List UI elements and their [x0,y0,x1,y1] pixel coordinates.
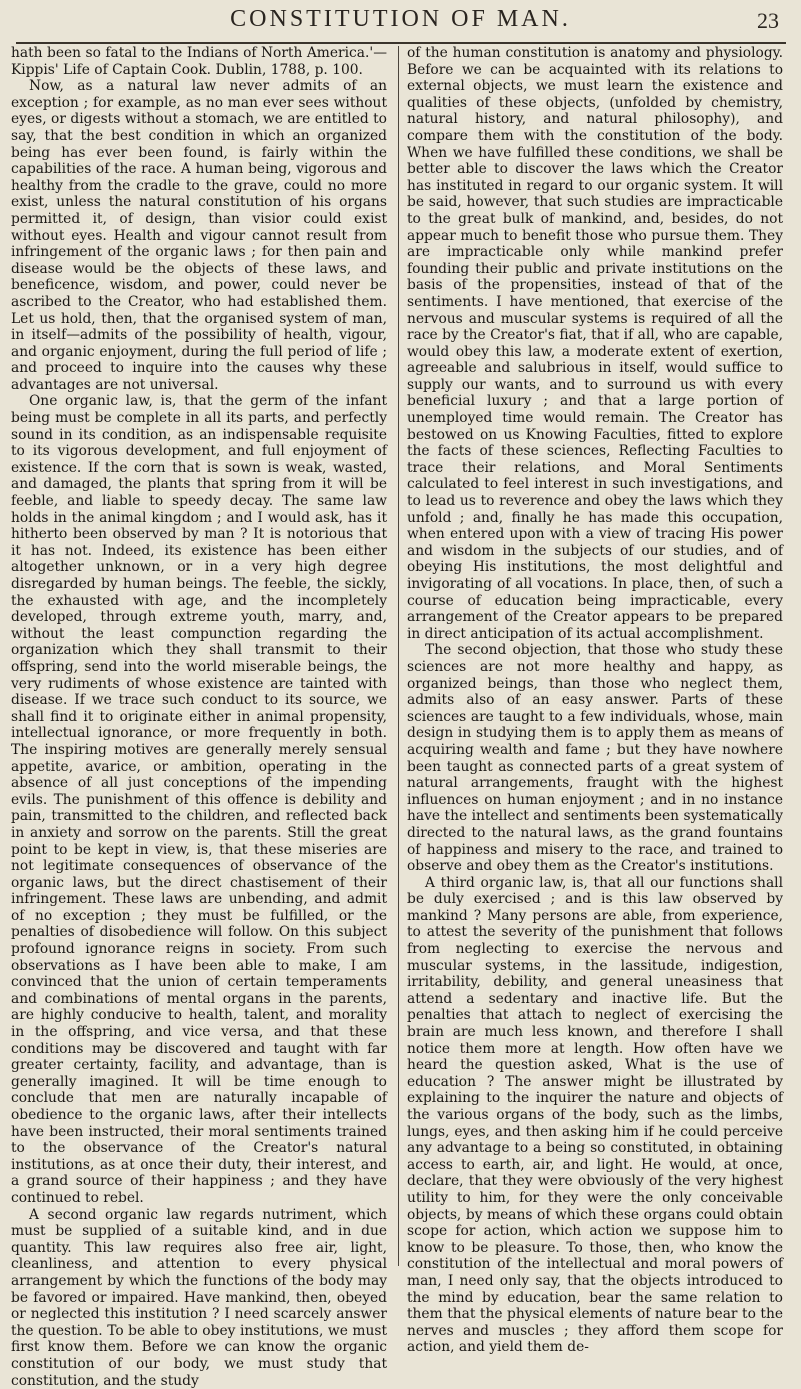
page-number: 23 [757,8,779,33]
paragraph: Now, as a natural law never admits of an exception ; for example, as no man ever sees without eyes, or digests without a stomach, we are entitled to say, that the best condition in which an organized being has ever been found, is fairly within the capabilities of the race. A human being, vigorous and healthy from the cradle to the grave, could no more exist, unless the natural constitution of his organs permitted it, of design, than visior could exist without eyes. Health and vigour cannot result from infringement of the organic laws ; for then pain and disease would be the objects of these laws, and beneficence, wisdom, and power, could never be ascribed to the Creator, who had established them. Let us hold, then, that the organised system of man, in itself—admits of the possibility of health, vigour, and organic enjoyment, during the full period of life ; and proceed to inquire into the causes why these advantages are not universal. [11,78,387,393]
left-column [11,45,387,1389]
column-divider [398,46,399,1266]
paragraph: A second organic law regards nutriment, which must be supplied of a suitable kind, and in due quantity. This law requires also free air, light, cleanliness, and attention to every physical arrangement by which the functions of the body may be favored or impaired. Have mankind, then, obeyed or neglected this institution ? I need scarcely answer the question. To be able to obey institutions, we must first know them. Before we can know the organic constitution of our body, we must study that constitution, and the study [11,1206,387,1389]
header-rule [16,42,786,44]
running-title: CONSTITUTION OF MAN. [230,6,571,32]
paragraph: of the human constitution is anatomy and physiology. Before we can be acquainted with its relations to external objects, we must learn the existence and qualities of these objects, (unfolded by chemistry, natural history, and natural philosophy), and compare them with the constitution of the body. When we have fulfilled these conditions, we shall be better able to discover the laws which the Creator has instituted in regard to our organic system. It will be said, however, that such studies are impracticable to the great bulk of mankind, and, besides, do not appear much to benefit those who pursue them. They are impracticable only while mankind prefer founding their public and private institutions on the basis of the propensities, instead of that of the sentiments. I have mentioned, that exercise of the nervous and muscular systems is required of all the race by the Creator's fiat, that if all, who are capable, would obey this law, a moderate extent of exertion, agreeable and salubrious in itself, would suffice to supply our wants, and to surround us with every beneficial luxury ; and that a large portion of unemployed time would remain. The Creator has bestowed on us Knowing Faculties, fitted to explore the facts of these sciences, Reflecting Faculties to trace their relations, and Moral Sentiments calculated to feel interest in such investigations, and to lead us to reverence and obey the laws which they unfold ; and, finally he has made this occupation, when entered upon with a view of tracing His power and wisdom in the subjects of our studies, and of obeying His institutions, the most delightful and invigorating of all vocations. In place, then, of such a course of education being impracticable, every arrangement of the Creator appears to be prepared in direct anticipation of its actual accomplishment. [407,45,783,642]
paragraph: A third organic law, is, that all our functions shall be duly exercised ; and is this law observed by mankind ? Many persons are able, from experience, to attest the severity of the punishment that follows from neglecting to exercise the nervous and muscular systems, in the lassitude, indigestion, irritability, debility, and general uneasiness that attend a sedentary and inactive life. But the penalties that attach to neglect of exercising the brain are much less known, and therefore I shall notice them more at length. How often have we heard the question asked, What is the use of education ? The answer might be illustrated by explaining to the inquirer the nature and objects of the various organs of the body, such as the limbs, lungs, eyes, and then asking him if he could perceive any advantage to a being so constituted, in obtaining access to earth, air, and light. He would, at once, declare, that they were obviously of the very highest utility to him, for they were the only conceivable objects, by means of which these organs could obtain scope for action, which action we suppose him to know to be pleasure. To those, then, who know the constitution of the intellectual and moral powers of man, I need only say, that the objects introduced to the mind by education, bear the same relation to them that the physical elements of nature bear to the nerves and muscles ; they afford them scope for action, and yield them de- [407,874,783,1356]
paragraph: hath been so fatal to the Indians of North America.'— Kippis' Life of Captain Cook. Dublin, 1788, p. 100. [11,45,387,78]
paragraph: One organic law, is, that the germ of the infant being must be complete in all its parts, and perfectly sound in its condition, as an indispensable requisite to its vigorous development, and full enjoyment of existence. If the corn that is sown is weak, wasted, and damaged, the plants that spring from it will be feeble, and liable to speedy decay. The same law holds in the animal kingdom ; and I would ask, has it hitherto been observed by man ? It is notorious that it has not. Indeed, its existence has been either altogether unknown, or in a very high degree disregarded by human beings. The feeble, the sickly, the exhausted with age, and the incompletely developed, through extreme youth, marry, and, without the least compunction regarding the organization which they shall transmit to their offspring, send into the world miserable beings, the very rudiments of whose existence are tainted with disease. If we trace such conduct to its source, we shall find it to originate either in animal propensity, intellectual ignorance, or more frequently in both. The inspiring motives are generally merely sensual appetite, avarice, or ambition, operating in the absence of all just conceptions of the impending evils. The punishment of this offence is debility and pain, transmitted to the children, and reflected back in anxiety and sorrow on the parents. Still the great point to be kept in view, is, that these miseries are not legitimate consequences of observance of the organic laws, but the direct chastisement of their infringement. These laws are unbending, and admit of no exception ; they must be fulfilled, or the penalties of disobedience will follow. On this subject profound ignorance reigns in society. From such observations as I have been able to make, I am convinced that the union of certain temperaments and combinations of mental organs in the parents, are highly conducive to health, talent, and morality in the offspring, and vice versa, and that these conditions may be discovered and taught with far greater certainty, facility, and advantage, than is generally imagined. It will be time enough to conclude that men are naturally incapable of obedience to the organic laws, after their intellects have been instructed, their moral sentiments trained to the observance of the Creator's natural institutions, as at once their duty, their interest, and a grand source of their happiness ; and they have continued to rebel. [11,393,387,1206]
running-head [0,6,801,40]
right-column [407,45,783,1356]
paragraph: The second objection, that those who study these sciences are not more healthy and happy, as organized beings, than those who neglect them, admits also of an easy answer. Parts of these sciences are taught to a few individuals, whose, main design in studying them is to apply them as means of acquiring wealth and fame ; but they have nowhere been taught as connected parts of a great system of natural arrangements, fraught with the highest influences on human enjoyment ; and in no instance have the intellect and sentiments been systematically directed to the natural laws, as the grand fountains of happiness and misery to the race, and trained to observe and obey them as the Creator's institutions. [407,642,783,875]
